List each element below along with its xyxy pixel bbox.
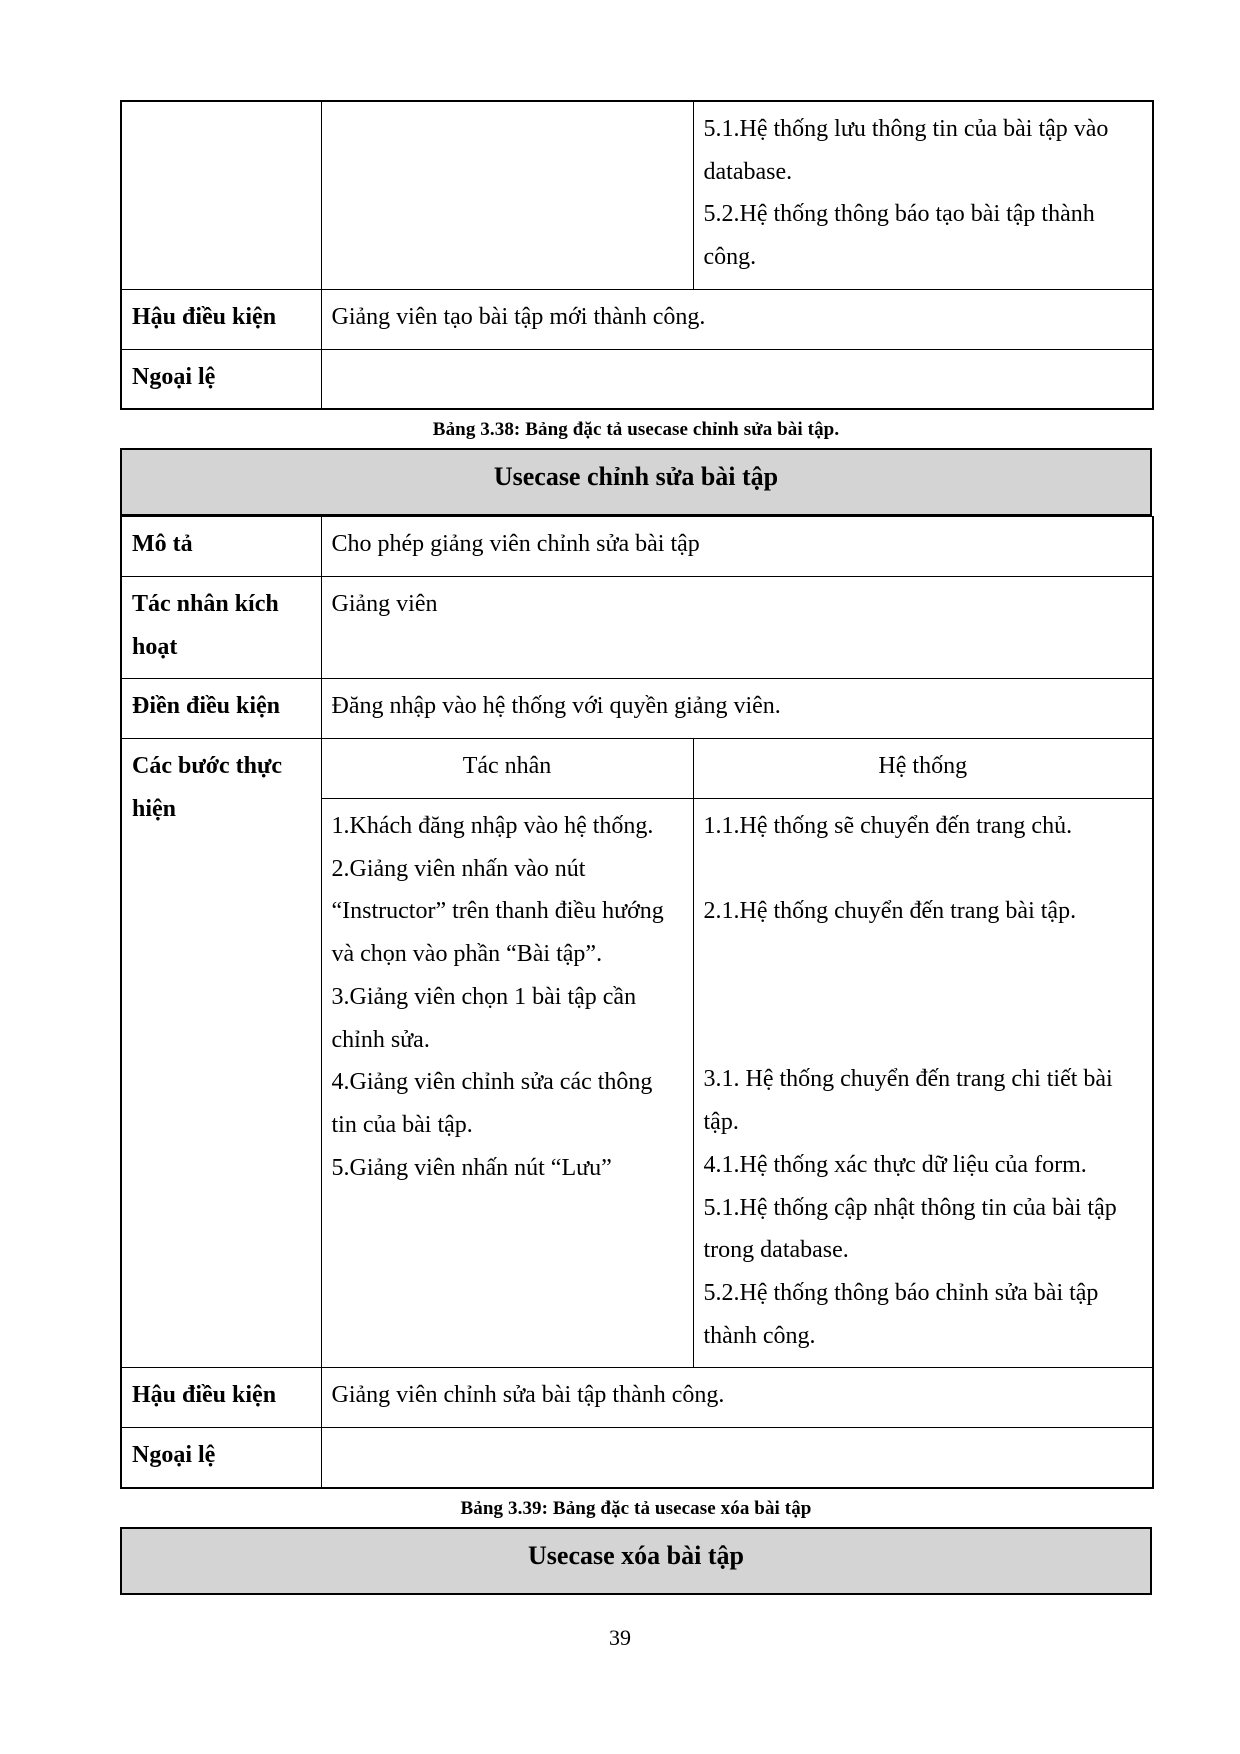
table-row [121, 517, 1153, 577]
system-step: 5.1.Hệ thống lưu thông tin của bài tập vào database. [703, 116, 1109, 185]
row-label-hau-dieu-kien: Hậu điều kiện [121, 1368, 321, 1428]
row-label-empty [121, 101, 321, 289]
actor-step: 1.Khách đăng nhập vào hệ thống. [331, 812, 654, 839]
caption-table-339: Bảng 3.39: Bảng đặc tả usecase xóa bài tập [460, 1497, 812, 1519]
row-value-hau-dieu-kien: Giảng viên chỉnh sửa bài tập thành công. [321, 1368, 1153, 1428]
row-value-hau-dieu-kien: Giảng viên tạo bài tập mới thành công. [321, 289, 1153, 349]
system-step: 5.2.Hệ thống thông báo chỉnh sửa bài tập thành công. [703, 1279, 1099, 1349]
system-step: 5.1.Hệ thống cập nhật thông tin của bài tập trong database. [703, 1194, 1117, 1264]
page-content [120, 100, 1152, 1595]
step-spacer [704, 932, 1143, 974]
actor-step: 3.Giảng viên chọn 1 bài tập cần chỉnh sửa. [331, 983, 637, 1053]
row-label-mo-ta: Mô tả [121, 517, 321, 577]
row-value-ngoai-le [321, 1428, 1153, 1488]
system-step: 4.1.Hệ thống xác thực dữ liệu của form. [703, 1151, 1087, 1178]
table-339-title-banner: Usecase xóa bài tập [120, 1527, 1152, 1595]
table-338-title-banner: Usecase chỉnh sửa bài tập [120, 448, 1152, 516]
row-label-tac-nhan-kich-hoat: Tác nhân kích hoạt [121, 577, 321, 679]
table-row [121, 1428, 1153, 1488]
system-steps-cell [693, 101, 1153, 289]
step-spacer [704, 1016, 1143, 1058]
actor-step: 2.Giảng viên nhấn vào nút “Instructor” trên thanh điều hướng và chọn vào phần “Bài tập”. [331, 855, 664, 968]
table-row [121, 577, 1153, 679]
system-step: 1.1.Hệ thống sẽ chuyển đến trang chủ. [703, 812, 1073, 839]
row-value-tac-nhan-kich-hoat: Giảng viên [321, 577, 1153, 679]
step-spacer [704, 974, 1143, 1016]
system-steps-cell [693, 798, 1153, 1367]
table-continued-create-exercise [120, 100, 1154, 410]
row-label-hau-dieu-kien: Hậu điều kiện [121, 289, 321, 349]
actor-steps-cell [321, 798, 693, 1367]
system-step: 3.1. Hệ thống chuyển đến trang chi tiết bài tập. [703, 1066, 1113, 1136]
row-label-ngoai-le: Ngoại lệ [121, 1428, 321, 1488]
row-label-ngoai-le: Ngoại lệ [121, 349, 321, 409]
table-row [121, 289, 1153, 349]
table-row [121, 349, 1153, 409]
actor-step: 5.Giảng viên nhấn nút “Lưu” [331, 1154, 612, 1181]
table-row [121, 1368, 1153, 1428]
step-spacer [704, 848, 1143, 890]
actor-cell-empty [321, 101, 693, 289]
row-label-cac-buoc-thuc-hien: Các bước thực hiện [121, 739, 321, 1368]
row-label-dien-dieu-kien: Điền điều kiện [121, 679, 321, 739]
row-value-ngoai-le [321, 349, 1153, 409]
system-step: 5.2.Hệ thống thông báo tạo bài tập thành công. [703, 201, 1095, 271]
actor-step: 4.Giảng viên chỉnh sửa các thông tin của bài tập. [331, 1069, 653, 1138]
table-row [121, 101, 1153, 289]
row-value-mo-ta: Cho phép giảng viên chỉnh sửa bài tập [321, 517, 1153, 577]
caption-table-338: Bảng 3.38: Bảng đặc tả usecase chỉnh sửa bài tập. [432, 419, 840, 441]
page-number: 39 [609, 1625, 631, 1650]
column-header-system: Hệ thống [693, 739, 1153, 799]
row-value-dien-dieu-kien: Đăng nhập vào hệ thống với quyền giảng viên. [321, 679, 1153, 739]
column-header-actor: Tác nhân [321, 739, 693, 799]
table-row [121, 679, 1153, 739]
table-row-steps-header [121, 739, 1153, 799]
table-338-edit-exercise [120, 516, 1154, 1489]
system-step: 2.1.Hệ thống chuyển đến trang bài tập. [703, 897, 1077, 924]
